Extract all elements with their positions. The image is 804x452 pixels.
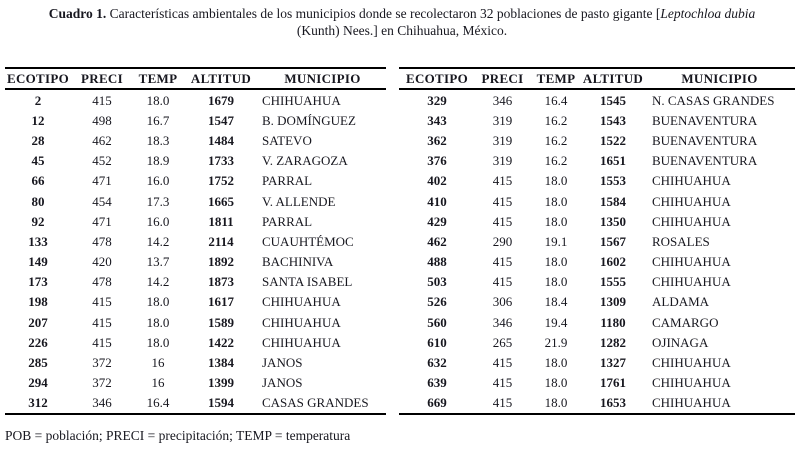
- cell-temp: 19.4: [544, 314, 568, 330]
- table-row: [399, 89, 795, 110]
- cell-altitud: 1327: [600, 355, 626, 371]
- cell-temp: 18.0: [544, 355, 568, 371]
- cell-municipio: ALDAMA: [652, 294, 710, 310]
- table-row: [5, 352, 386, 372]
- cell-altitud: 1811: [208, 213, 234, 229]
- cell-preci: 498: [92, 112, 112, 128]
- cell-municipio: CHIHUAHUA: [652, 375, 731, 391]
- cell-ecotipo: 462: [427, 233, 447, 249]
- cell-altitud: 1522: [600, 132, 626, 148]
- cell-preci: 372: [92, 355, 112, 371]
- caption-table-number: Cuadro 1.: [48, 6, 107, 21]
- cell-ecotipo: 312: [28, 395, 48, 411]
- caption-line-2: (Kunth) Nees.] en Chihuahua, México.: [296, 23, 508, 38]
- cell-altitud: 1422: [208, 334, 234, 350]
- cell-municipio: CHIHUAHUA: [262, 92, 341, 108]
- table-row: [399, 352, 795, 372]
- cell-ecotipo: 133: [28, 233, 48, 249]
- caption-text: Características ambientales de los municipios donde se recolectaron 32 poblaciones de pasto gigante [: [106, 6, 661, 21]
- table-row: [399, 292, 795, 312]
- cell-altitud: 1602: [600, 254, 626, 270]
- table-row: [5, 191, 386, 211]
- cell-ecotipo: 488: [427, 254, 447, 270]
- cell-temp: 17.3: [146, 193, 170, 209]
- cell-preci: 415: [492, 274, 513, 290]
- cell-municipio: CHIHUAHUA: [652, 173, 731, 189]
- cell-municipio: BUENAVENTURA: [652, 112, 758, 128]
- cell-preci: 415: [492, 193, 513, 209]
- cell-temp: 18.0: [146, 314, 170, 330]
- cell-ecotipo: 362: [427, 132, 447, 148]
- cell-ecotipo: 610: [427, 334, 447, 350]
- cell-altitud: 1399: [208, 375, 234, 391]
- cell-altitud: 2114: [208, 233, 234, 249]
- cell-municipio: BUENAVENTURA: [652, 132, 758, 148]
- cell-municipio: CAMARGO: [652, 314, 719, 330]
- cell-temp: 14.2: [146, 274, 170, 290]
- cell-preci: 265: [492, 334, 513, 350]
- cell-ecotipo: 226: [28, 334, 48, 350]
- cell-preci: 319: [492, 112, 513, 128]
- table-row: [399, 130, 795, 150]
- caption-line-1: [0, 5, 804, 22]
- cell-municipio: CHIHUAHUA: [262, 294, 341, 310]
- cell-municipio: ROSALES: [652, 233, 710, 249]
- cell-municipio: CHIHUAHUA: [652, 274, 731, 290]
- cell-municipio: BUENAVENTURA: [652, 153, 758, 169]
- table-row: [5, 312, 386, 332]
- cell-ecotipo: 207: [28, 314, 48, 330]
- table-row: [5, 272, 386, 292]
- cell-ecotipo: 429: [427, 213, 447, 229]
- table-row: [399, 373, 795, 393]
- cell-municipio: V. ALLENDE: [262, 193, 336, 209]
- cell-altitud: 1761: [600, 375, 626, 391]
- cell-municipio: PARRAL: [262, 213, 313, 229]
- table-row: [399, 393, 795, 414]
- cell-preci: 346: [492, 314, 513, 330]
- cell-altitud: 1180: [600, 314, 626, 330]
- cell-ecotipo: 632: [427, 355, 447, 371]
- cell-temp: 18.0: [544, 254, 568, 270]
- table-row: [399, 151, 795, 171]
- cell-ecotipo: 526: [427, 294, 447, 310]
- cell-preci: 415: [92, 334, 112, 350]
- cell-altitud: 1653: [600, 395, 626, 411]
- cell-ecotipo: 2: [34, 92, 42, 108]
- header-temp: TEMP: [530, 68, 582, 89]
- table-row: [5, 211, 386, 231]
- cell-ecotipo: 376: [427, 153, 447, 169]
- cell-municipio: CHIHUAHUA: [262, 334, 341, 350]
- cell-preci: 462: [92, 132, 112, 148]
- header-municipio: MUNICIPIO: [644, 68, 795, 89]
- cell-preci: 306: [492, 294, 513, 310]
- cell-temp: 19.1: [544, 233, 568, 249]
- table-row: [5, 130, 386, 150]
- header-preci: PRECI: [71, 68, 133, 89]
- cell-municipio: BACHINIVA: [262, 254, 334, 270]
- cell-temp: 18.0: [544, 213, 568, 229]
- table-row: [399, 252, 795, 272]
- cell-temp: 18.0: [146, 334, 170, 350]
- header-temp: TEMP: [133, 68, 183, 89]
- header-ecotipo: ECOTIPO: [399, 68, 475, 89]
- cell-municipio: CHIHUAHUA: [652, 254, 731, 270]
- cell-municipio: SANTA ISABEL: [262, 274, 353, 290]
- cell-municipio: CHIHUAHUA: [652, 213, 731, 229]
- caption-species-name: Leptochloa dubia: [660, 6, 756, 21]
- cell-ecotipo: 12: [31, 112, 45, 128]
- data-table-right: [399, 67, 795, 415]
- table-row: [5, 110, 386, 130]
- cell-ecotipo: 80: [31, 193, 45, 209]
- cell-altitud: 1484: [208, 132, 234, 148]
- header-municipio: MUNICIPIO: [259, 68, 386, 89]
- cell-temp: 16.4: [146, 395, 170, 411]
- cell-preci: 478: [92, 233, 112, 249]
- cell-preci: 471: [92, 173, 112, 189]
- cell-altitud: 1873: [208, 274, 234, 290]
- cell-altitud: 1553: [600, 173, 626, 189]
- cell-temp: 16: [151, 355, 165, 371]
- cell-temp: 18.0: [544, 375, 568, 391]
- table-caption: [0, 0, 804, 39]
- cell-preci: 415: [92, 92, 112, 108]
- cell-temp: 16.7: [146, 112, 170, 128]
- cell-preci: 454: [92, 193, 112, 209]
- cell-preci: 415: [92, 314, 112, 330]
- table-row: [5, 151, 386, 171]
- cell-preci: 415: [492, 375, 513, 391]
- cell-ecotipo: 28: [31, 132, 45, 148]
- cell-temp: 18.0: [544, 193, 568, 209]
- cell-altitud: 1584: [600, 193, 626, 209]
- cell-ecotipo: 402: [427, 173, 447, 189]
- cell-municipio: CUAUHTÉMOC: [262, 233, 354, 249]
- cell-ecotipo: 560: [427, 314, 447, 330]
- cell-ecotipo: 669: [427, 395, 447, 411]
- cell-ecotipo: 503: [427, 274, 447, 290]
- header-altitud: ALTITUD: [582, 68, 644, 89]
- cell-temp: 13.7: [146, 254, 170, 270]
- cell-altitud: 1384: [208, 355, 234, 371]
- header-preci: PRECI: [475, 68, 530, 89]
- cell-ecotipo: 410: [427, 193, 447, 209]
- table-row: [399, 332, 795, 352]
- cell-temp: 14.2: [146, 233, 170, 249]
- table-row: [5, 231, 386, 251]
- cell-preci: 471: [92, 213, 112, 229]
- cell-altitud: 1309: [600, 294, 626, 310]
- table-row: [5, 171, 386, 191]
- table-row: [399, 231, 795, 251]
- cell-ecotipo: 639: [427, 375, 447, 391]
- cell-temp: 16.0: [146, 173, 170, 189]
- cell-municipio: CHIHUAHUA: [652, 193, 731, 209]
- table-row: [399, 191, 795, 211]
- table-row: [5, 292, 386, 312]
- cell-preci: 415: [492, 173, 513, 189]
- cell-temp: 16: [151, 375, 165, 391]
- cell-altitud: 1679: [208, 92, 234, 108]
- header-ecotipo: ECOTIPO: [5, 68, 71, 89]
- cell-temp: 18.0: [146, 294, 170, 310]
- cell-preci: 420: [92, 254, 112, 270]
- cell-municipio: CHIHUAHUA: [262, 314, 341, 330]
- cell-ecotipo: 173: [28, 274, 48, 290]
- cell-temp: 18.0: [544, 274, 568, 290]
- cell-municipio: V. ZARAGOZA: [262, 153, 348, 169]
- cell-altitud: 1594: [208, 395, 234, 411]
- cell-temp: 18.0: [544, 173, 568, 189]
- cell-temp: 16.0: [146, 213, 170, 229]
- cell-altitud: 1617: [208, 294, 234, 310]
- cell-municipio: CASAS GRANDES: [262, 395, 369, 411]
- cell-municipio: OJINAGA: [652, 334, 709, 350]
- cell-preci: 415: [92, 294, 112, 310]
- table-row: [5, 332, 386, 352]
- cell-municipio: SATEVO: [262, 132, 312, 148]
- cell-altitud: 1350: [600, 213, 626, 229]
- cell-altitud: 1567: [600, 233, 626, 249]
- cell-ecotipo: 92: [31, 213, 45, 229]
- cell-temp: 16.4: [544, 92, 568, 108]
- cell-altitud: 1547: [208, 112, 234, 128]
- cell-altitud: 1543: [600, 112, 626, 128]
- cell-ecotipo: 343: [427, 112, 447, 128]
- cell-temp: 16.2: [544, 132, 568, 148]
- cell-preci: 346: [92, 395, 112, 411]
- table-row: [399, 110, 795, 130]
- cell-temp: 18.9: [146, 153, 170, 169]
- table-row: [5, 89, 386, 110]
- cell-ecotipo: 285: [28, 355, 48, 371]
- cell-preci: 415: [492, 254, 513, 270]
- table-row: [399, 211, 795, 231]
- cell-temp: 16.2: [544, 153, 568, 169]
- cell-ecotipo: 198: [28, 294, 48, 310]
- table-row: [399, 171, 795, 191]
- cell-temp: 18.4: [544, 294, 568, 310]
- cell-altitud: 1892: [208, 254, 234, 270]
- table-row: [5, 373, 386, 393]
- cell-preci: 372: [92, 375, 112, 391]
- cell-altitud: 1752: [208, 173, 234, 189]
- cell-temp: 18.3: [146, 132, 170, 148]
- cell-municipio: CHIHUAHUA: [652, 355, 731, 371]
- tables-container: [0, 67, 804, 415]
- cell-preci: 452: [92, 153, 112, 169]
- cell-preci: 415: [492, 395, 513, 411]
- cell-temp: 21.9: [544, 334, 568, 350]
- cell-preci: 346: [492, 92, 513, 108]
- table-row: [399, 272, 795, 292]
- table-row: [399, 312, 795, 332]
- cell-municipio: JANOS: [262, 375, 303, 391]
- cell-municipio: JANOS: [262, 355, 303, 371]
- header-row: [5, 68, 386, 89]
- cell-altitud: 1665: [208, 193, 234, 209]
- cell-preci: 415: [492, 355, 513, 371]
- table-row: [5, 252, 386, 272]
- cell-altitud: 1545: [600, 92, 626, 108]
- cell-temp: 18.0: [146, 92, 170, 108]
- cell-municipio: N. CASAS GRANDES: [652, 92, 775, 108]
- footnote: POB = población; PRECI = precipitación; TEMP = temperatura: [5, 428, 351, 443]
- cell-ecotipo: 294: [28, 375, 48, 391]
- cell-temp: 16.2: [544, 112, 568, 128]
- cell-preci: 319: [492, 132, 513, 148]
- cell-preci: 290: [492, 233, 513, 249]
- cell-municipio: CHIHUAHUA: [652, 395, 731, 411]
- cell-preci: 478: [92, 274, 112, 290]
- cell-ecotipo: 66: [31, 173, 45, 189]
- cell-altitud: 1282: [600, 334, 626, 350]
- header-altitud: ALTITUD: [183, 68, 259, 89]
- cell-temp: 18.0: [544, 395, 568, 411]
- cell-preci: 415: [492, 213, 513, 229]
- cell-ecotipo: 149: [28, 254, 48, 270]
- cell-municipio: PARRAL: [262, 173, 313, 189]
- data-table-left: [5, 67, 386, 415]
- table-row: [5, 393, 386, 414]
- cell-ecotipo: 45: [31, 153, 45, 169]
- cell-ecotipo: 329: [427, 92, 447, 108]
- header-row: [399, 68, 795, 89]
- cell-altitud: 1651: [600, 153, 626, 169]
- cell-altitud: 1555: [600, 274, 626, 290]
- cell-altitud: 1733: [208, 153, 234, 169]
- cell-preci: 319: [492, 153, 513, 169]
- cell-altitud: 1589: [208, 314, 234, 330]
- cell-municipio: B. DOMÍNGUEZ: [262, 112, 356, 128]
